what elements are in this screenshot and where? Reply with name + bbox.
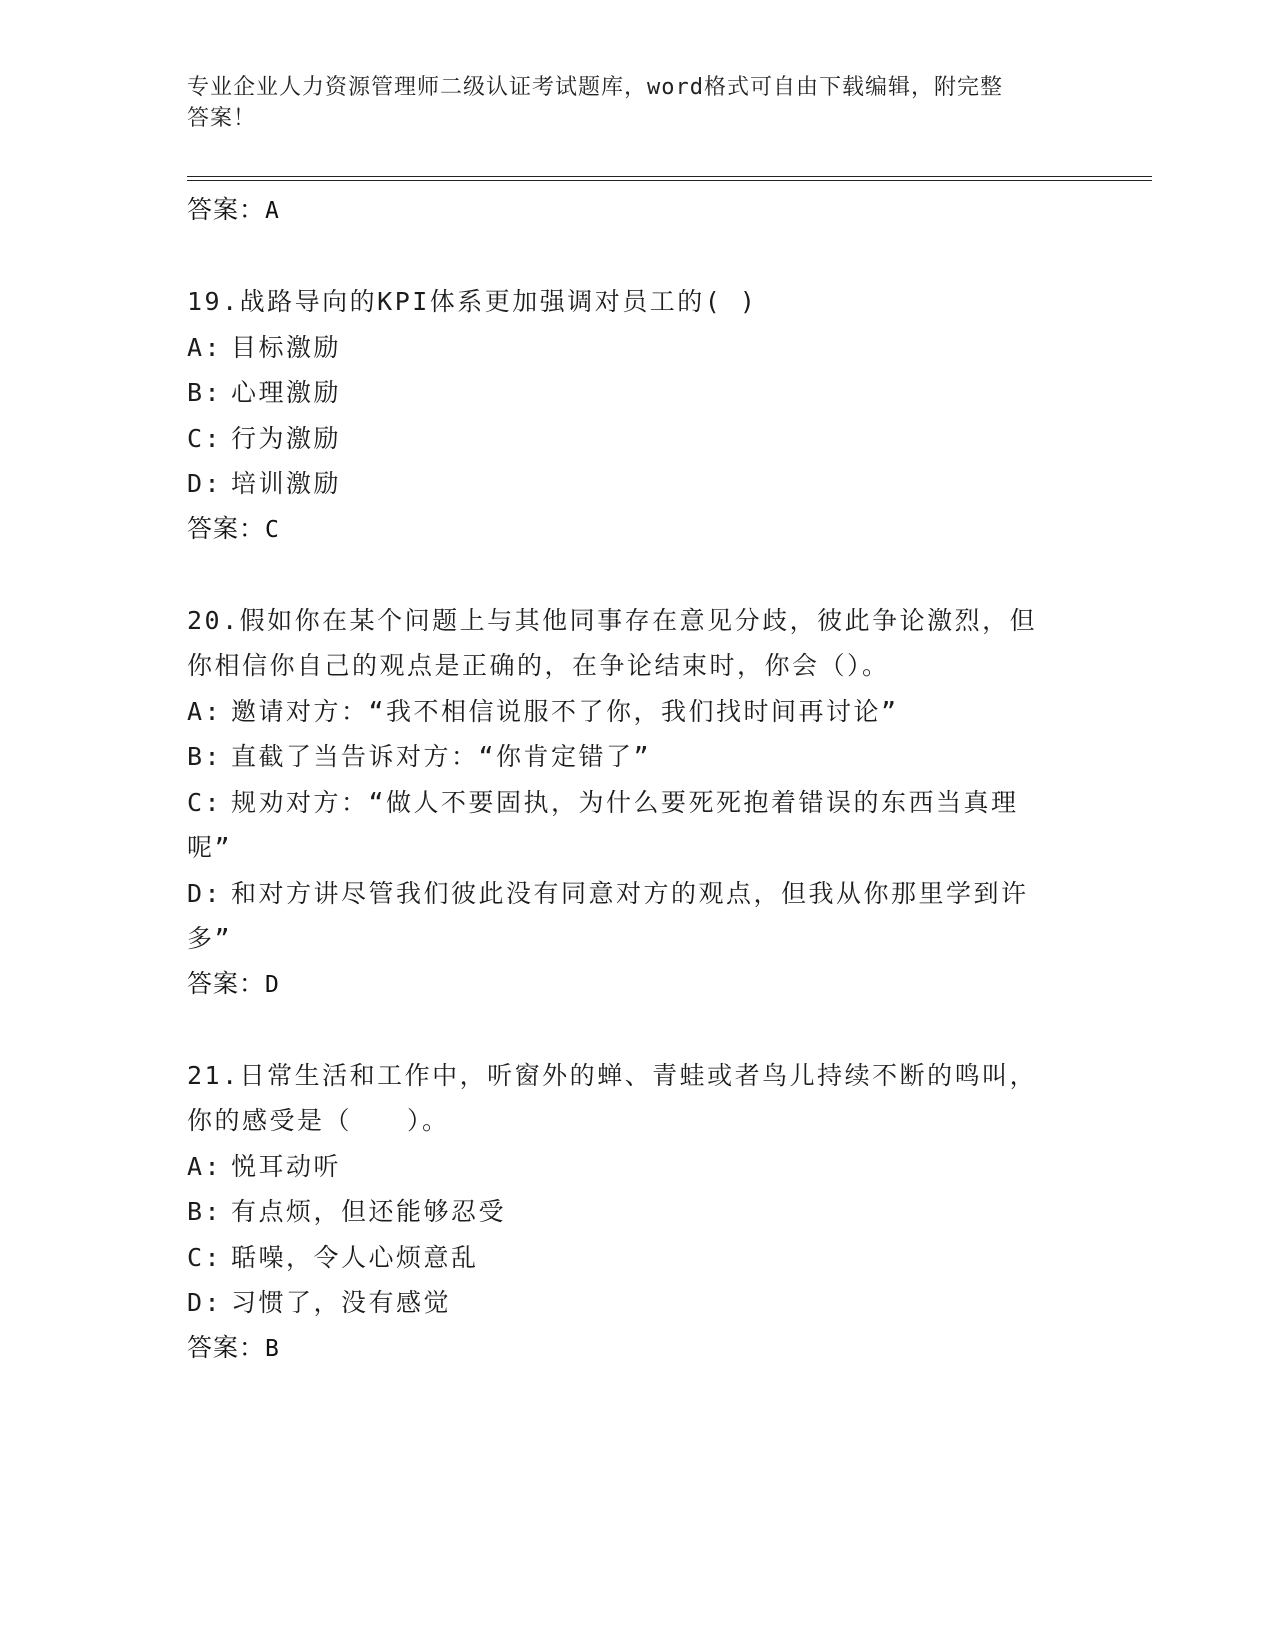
answer-value: D [265,971,280,998]
header-rule-top [187,176,1152,177]
option-c-continued: 呢” [187,833,233,862]
question-number: 20. [187,605,240,635]
option-c [187,780,1077,826]
option-text: 行为激励 [231,423,342,453]
question-text-line-1: 假如你在某个问题上与其他同事存在意见分歧，彼此争论激烈，但 [239,605,1038,635]
option-d [187,1280,1077,1326]
header-note-line-2: 答案！ [187,106,257,131]
option-letter: D: [187,469,223,498]
option-d-continued: 多” [187,924,233,953]
option-b [187,734,1077,780]
question-answer [187,962,1077,1007]
answer-value: A [265,198,280,224]
option-text: 培训激励 [231,469,342,498]
option-letter: D: [187,1288,223,1317]
option-text: 规劝对方：“做人不要固执，为什么要死死抱着错误的东西当真理 [231,787,1019,817]
option-a [187,689,1077,735]
answer-label: 答案： [187,195,266,224]
previous-answer [187,188,1077,233]
option-text: 心理激励 [231,378,342,407]
answer-label: 答案： [187,968,266,998]
question-answer [187,507,1077,552]
header-note-line-1: 专业企业人力资源管理师二级认证考试题库，word格式可自由下载编辑，附完整 [187,75,1003,100]
option-text: 目标激励 [231,332,342,362]
option-d [187,871,1077,917]
option-letter: D: [187,878,223,908]
question-text-line-2: 你的感受是（ ）。 [187,1106,450,1135]
option-text: 悦耳动听 [231,1151,342,1181]
question-text [187,1053,1077,1099]
option-a [187,325,1077,371]
question-list [187,188,1077,1371]
header-rule-bottom [187,180,1152,181]
question-text [187,279,1077,325]
option-letter: C: [187,1242,223,1272]
option-c [187,416,1077,462]
question-text-line-2: 你相信你自己的观点是正确的，在争论结束时，你会（）。 [187,651,890,680]
option-letter: B: [187,378,223,407]
answer-value: B [265,1335,280,1362]
option-text: 聒噪，令人心烦意乱 [231,1242,479,1272]
question-number: 19. [187,287,240,316]
option-letter: C: [187,787,223,817]
option-letter: B: [187,1197,223,1226]
question-text-line-1: 战路导向的KPI体系更加强调对员工的( ) [239,287,758,316]
question-answer [187,1326,1077,1371]
option-a [187,1144,1077,1190]
option-d [187,461,1077,507]
option-letter: A: [187,1151,223,1181]
answer-value: C [265,516,280,543]
option-text: 邀请对方：“我不相信说服不了你，我们找时间再讨论” [231,696,899,726]
header-note [187,72,1067,134]
answer-label: 答案： [187,513,266,543]
question-20 [187,598,1077,1007]
option-b [187,370,1077,416]
question-text [187,598,1077,644]
option-text: 和对方讲尽管我们彼此没有同意对方的观点，但我从你那里学到许 [231,878,1029,908]
option-text: 有点烦，但还能够忍受 [231,1197,507,1226]
question-number: 21. [187,1060,240,1090]
option-b [187,1189,1077,1235]
option-letter: B: [187,742,223,771]
option-c [187,1235,1077,1281]
option-text: 习惯了，没有感觉 [231,1288,452,1317]
question-19 [187,279,1077,552]
option-letter: C: [187,423,223,453]
option-letter: A: [187,696,223,726]
answer-label: 答案： [187,1332,266,1362]
question-21 [187,1053,1077,1371]
option-letter: A: [187,332,223,362]
option-text: 直截了当告诉对方：“你肯定错了” [231,742,652,771]
question-text-line-1: 日常生活和工作中，听窗外的蝉、青蛙或者鸟儿持续不断的鸣叫， [239,1060,1038,1090]
